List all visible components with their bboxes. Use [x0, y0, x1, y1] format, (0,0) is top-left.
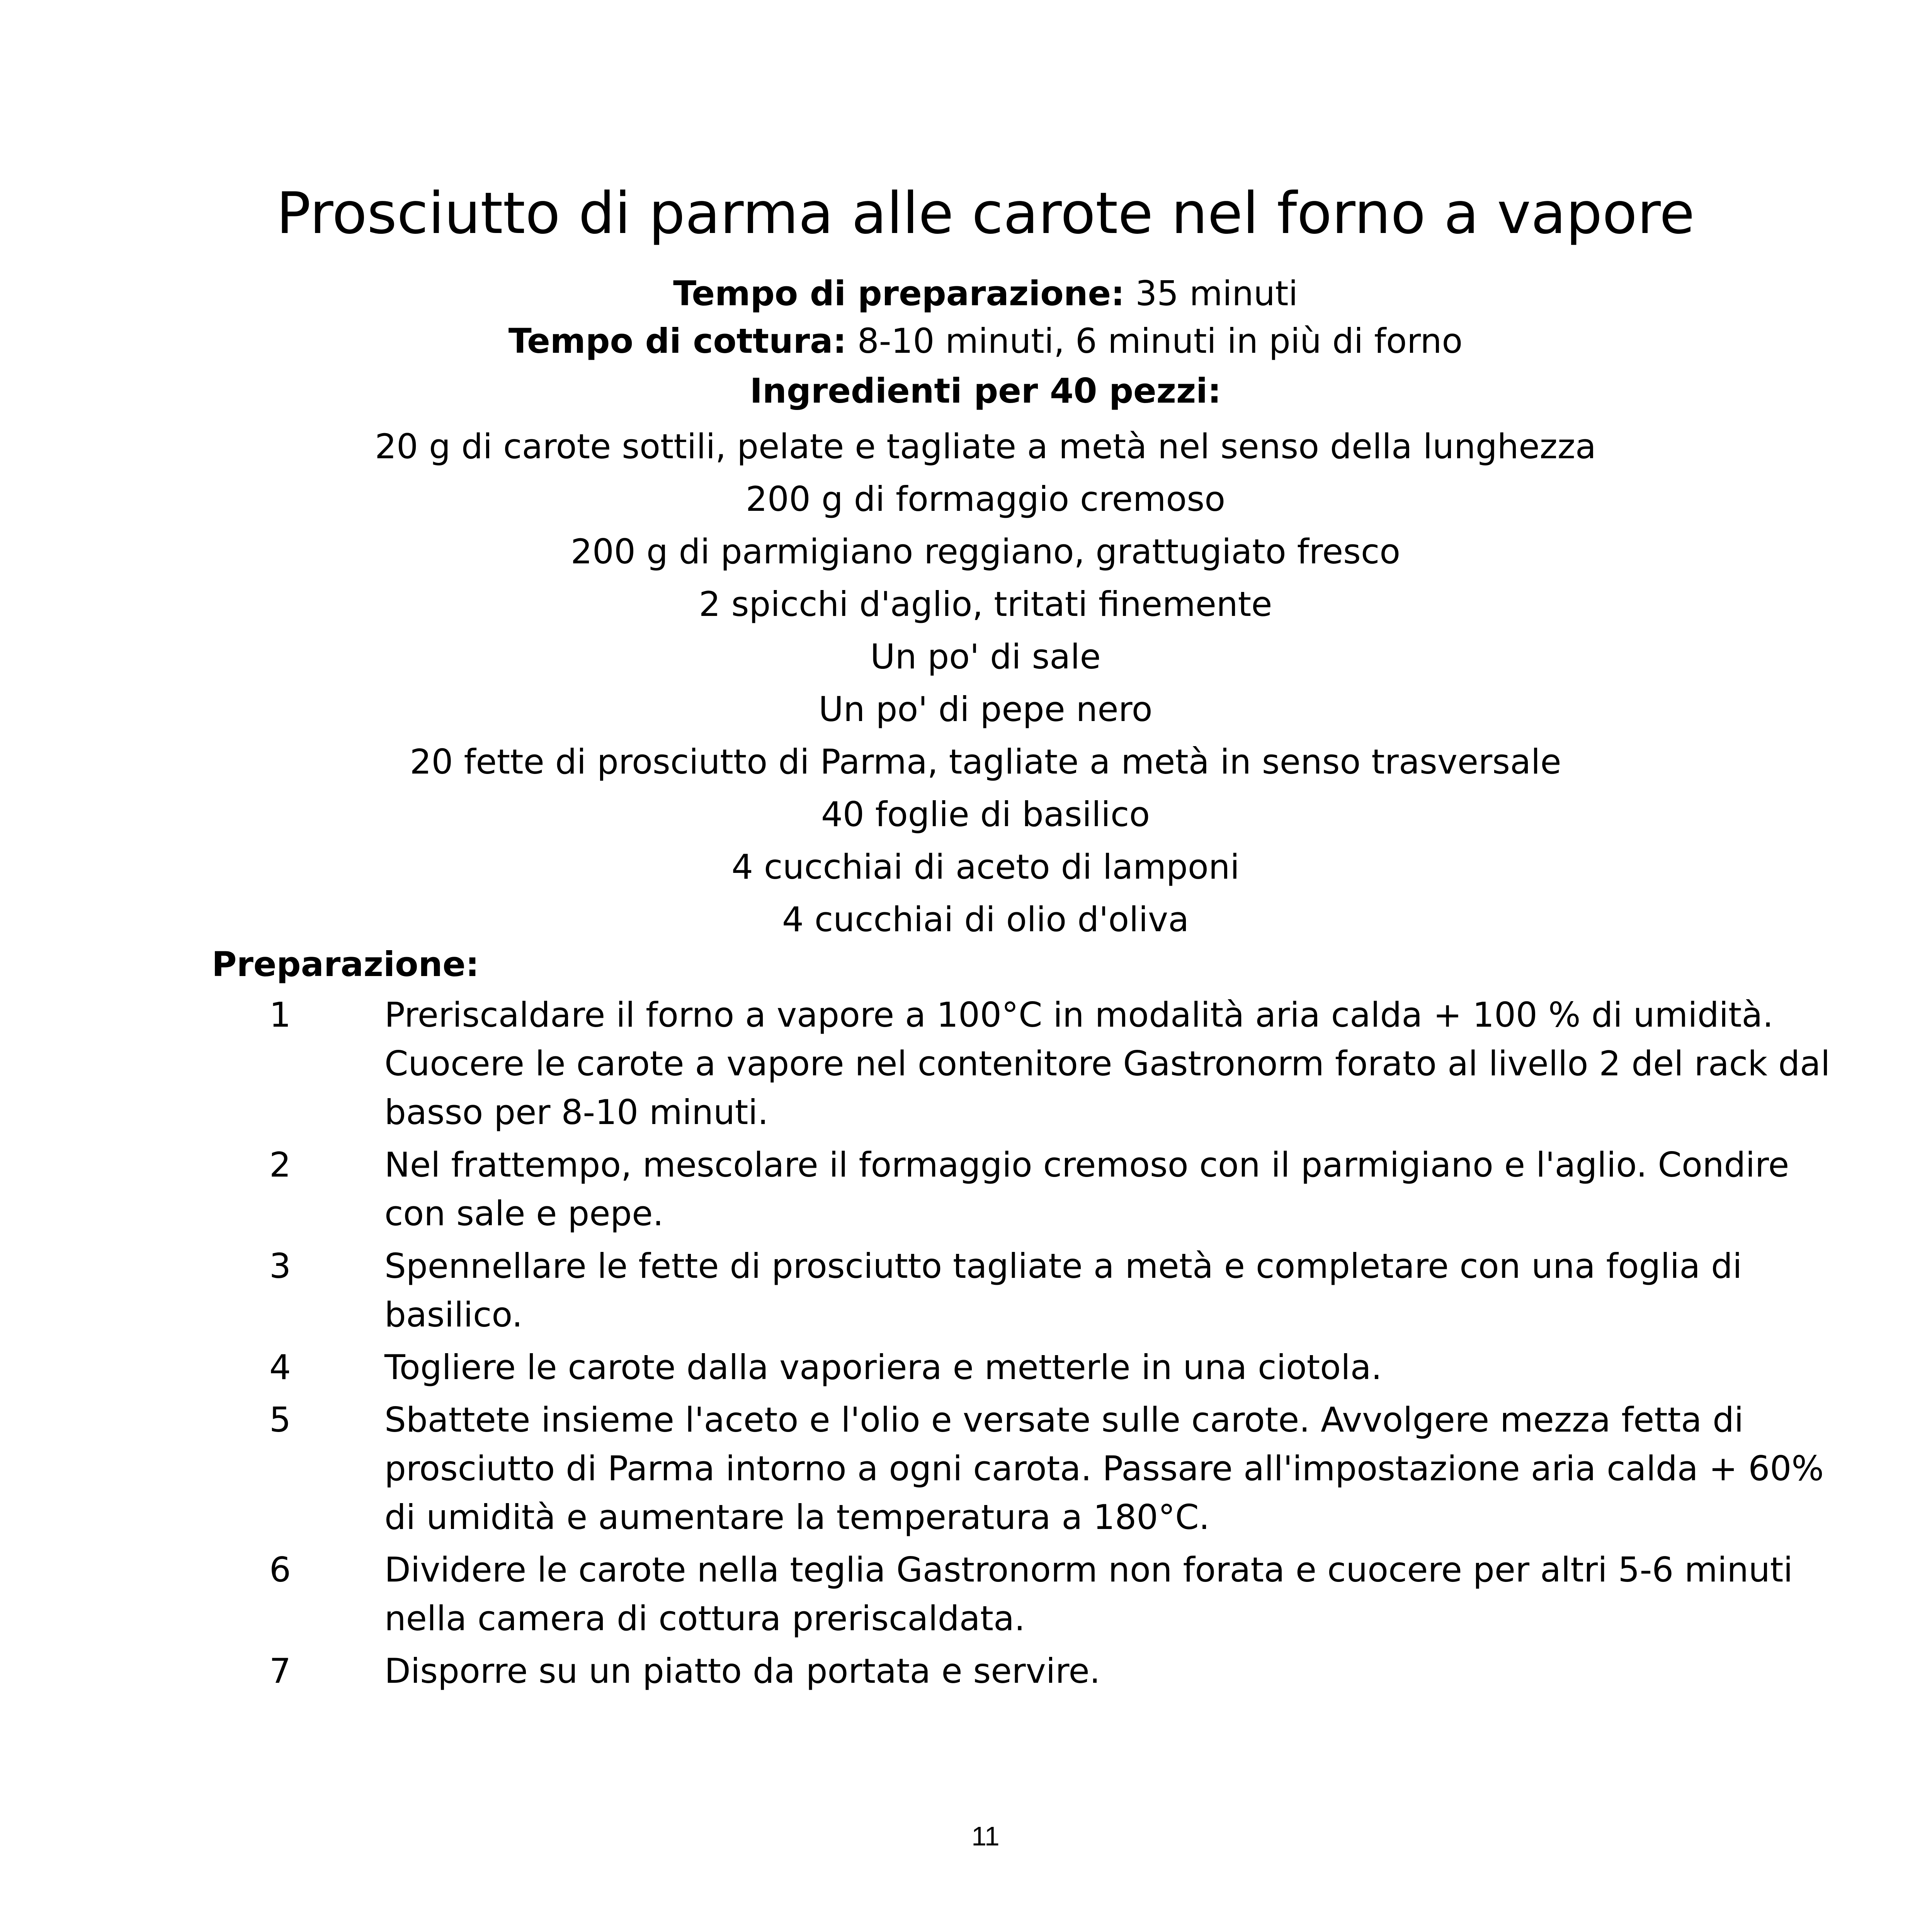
step-text: Togliere le carote dalla vaporiera e metterle in una ciotola. [384, 1347, 1382, 1387]
ingredient-item: 2 spicchi d'aglio, tritati finemente [699, 584, 1272, 624]
ingredient-item: 20 g di carote sottili, pelate e tagliate a metà nel senso della lunghezza [375, 427, 1596, 466]
step-number: 5 [269, 1400, 291, 1440]
step-item [0, 1242, 1932, 1339]
step-item [0, 1343, 1932, 1392]
ingredient-item: 4 cucchiai di aceto di lamponi [731, 847, 1240, 887]
page-number: 11 [971, 1821, 1000, 1851]
cook-time-value: 8-10 minuti, 6 minuti in più di forno [846, 321, 1463, 361]
step-text: Dividere le carote nella teglia Gastronorm non forata e cuocere per altri 5-6 minuti nella camera di cottura preriscaldata. [384, 1550, 1793, 1638]
step-text: Preriscaldare il forno a vapore a 100°C in modalità aria calda + 100 % di umidità. Cuocere le carote a vapore nel contenitore Gastronorm forato al livello 2 del rack dal basso per 8-10 minuti. [384, 995, 1830, 1132]
ingredient-item: Un po' di pepe nero [818, 689, 1153, 729]
preparation-steps [0, 991, 1932, 1699]
prep-time-value: 35 minuti [1124, 274, 1298, 313]
step-item [0, 991, 1932, 1137]
step-number: 1 [269, 995, 291, 1035]
ingredient-item: 200 g di formaggio cremoso [745, 479, 1226, 519]
step-item [0, 1141, 1932, 1238]
preparation-heading: Preparazione: [212, 944, 480, 984]
ingredient-item: 20 fette di prosciutto di Parma, tagliate a metà in senso trasversale [410, 742, 1561, 782]
ingredient-item: 200 g di parmigiano reggiano, grattugiato fresco [570, 532, 1401, 571]
ingredient-item: 40 foglie di basilico [821, 794, 1150, 834]
step-text: Nel frattempo, mescolare il formaggio cremoso con il parmigiano e l'aglio. Condire con sale e pepe. [384, 1145, 1789, 1233]
step-number: 7 [269, 1651, 291, 1691]
step-number: 2 [269, 1145, 291, 1185]
step-text: Disporre su un piatto da portata e servire. [384, 1651, 1100, 1691]
prep-time-label: Tempo di preparazione: [673, 274, 1125, 313]
prep-time-line [0, 270, 1932, 317]
cook-time-line [0, 318, 1932, 364]
ingredients-list [0, 420, 1932, 946]
step-number: 6 [269, 1550, 291, 1590]
step-number: 4 [269, 1347, 291, 1387]
ingredient-item: 4 cucchiai di olio d'oliva [782, 900, 1189, 939]
step-item [0, 1546, 1932, 1643]
cook-time-label: Tempo di cottura: [508, 321, 847, 361]
step-text: Sbattete insieme l'aceto e l'olio e versate sulle carote. Avvolgere mezza fetta di prosciutto di Parma intorno a ogni carota. Passare all'impostazione aria calda + 60% di umidità e aumentare la temperatura a 180°C. [384, 1400, 1824, 1537]
recipe-title: Prosciutto di parma alle carote nel forno a vapore [276, 180, 1695, 247]
ingredient-item: Un po' di sale [870, 637, 1101, 677]
step-item [0, 1647, 1932, 1696]
ingredients-heading: Ingredienti per 40 pezzi: [750, 371, 1221, 411]
step-text: Spennellare le fette di prosciutto tagliate a metà e completare con una foglia di basilico. [384, 1246, 1742, 1335]
step-number: 3 [269, 1246, 291, 1286]
step-item [0, 1396, 1932, 1542]
